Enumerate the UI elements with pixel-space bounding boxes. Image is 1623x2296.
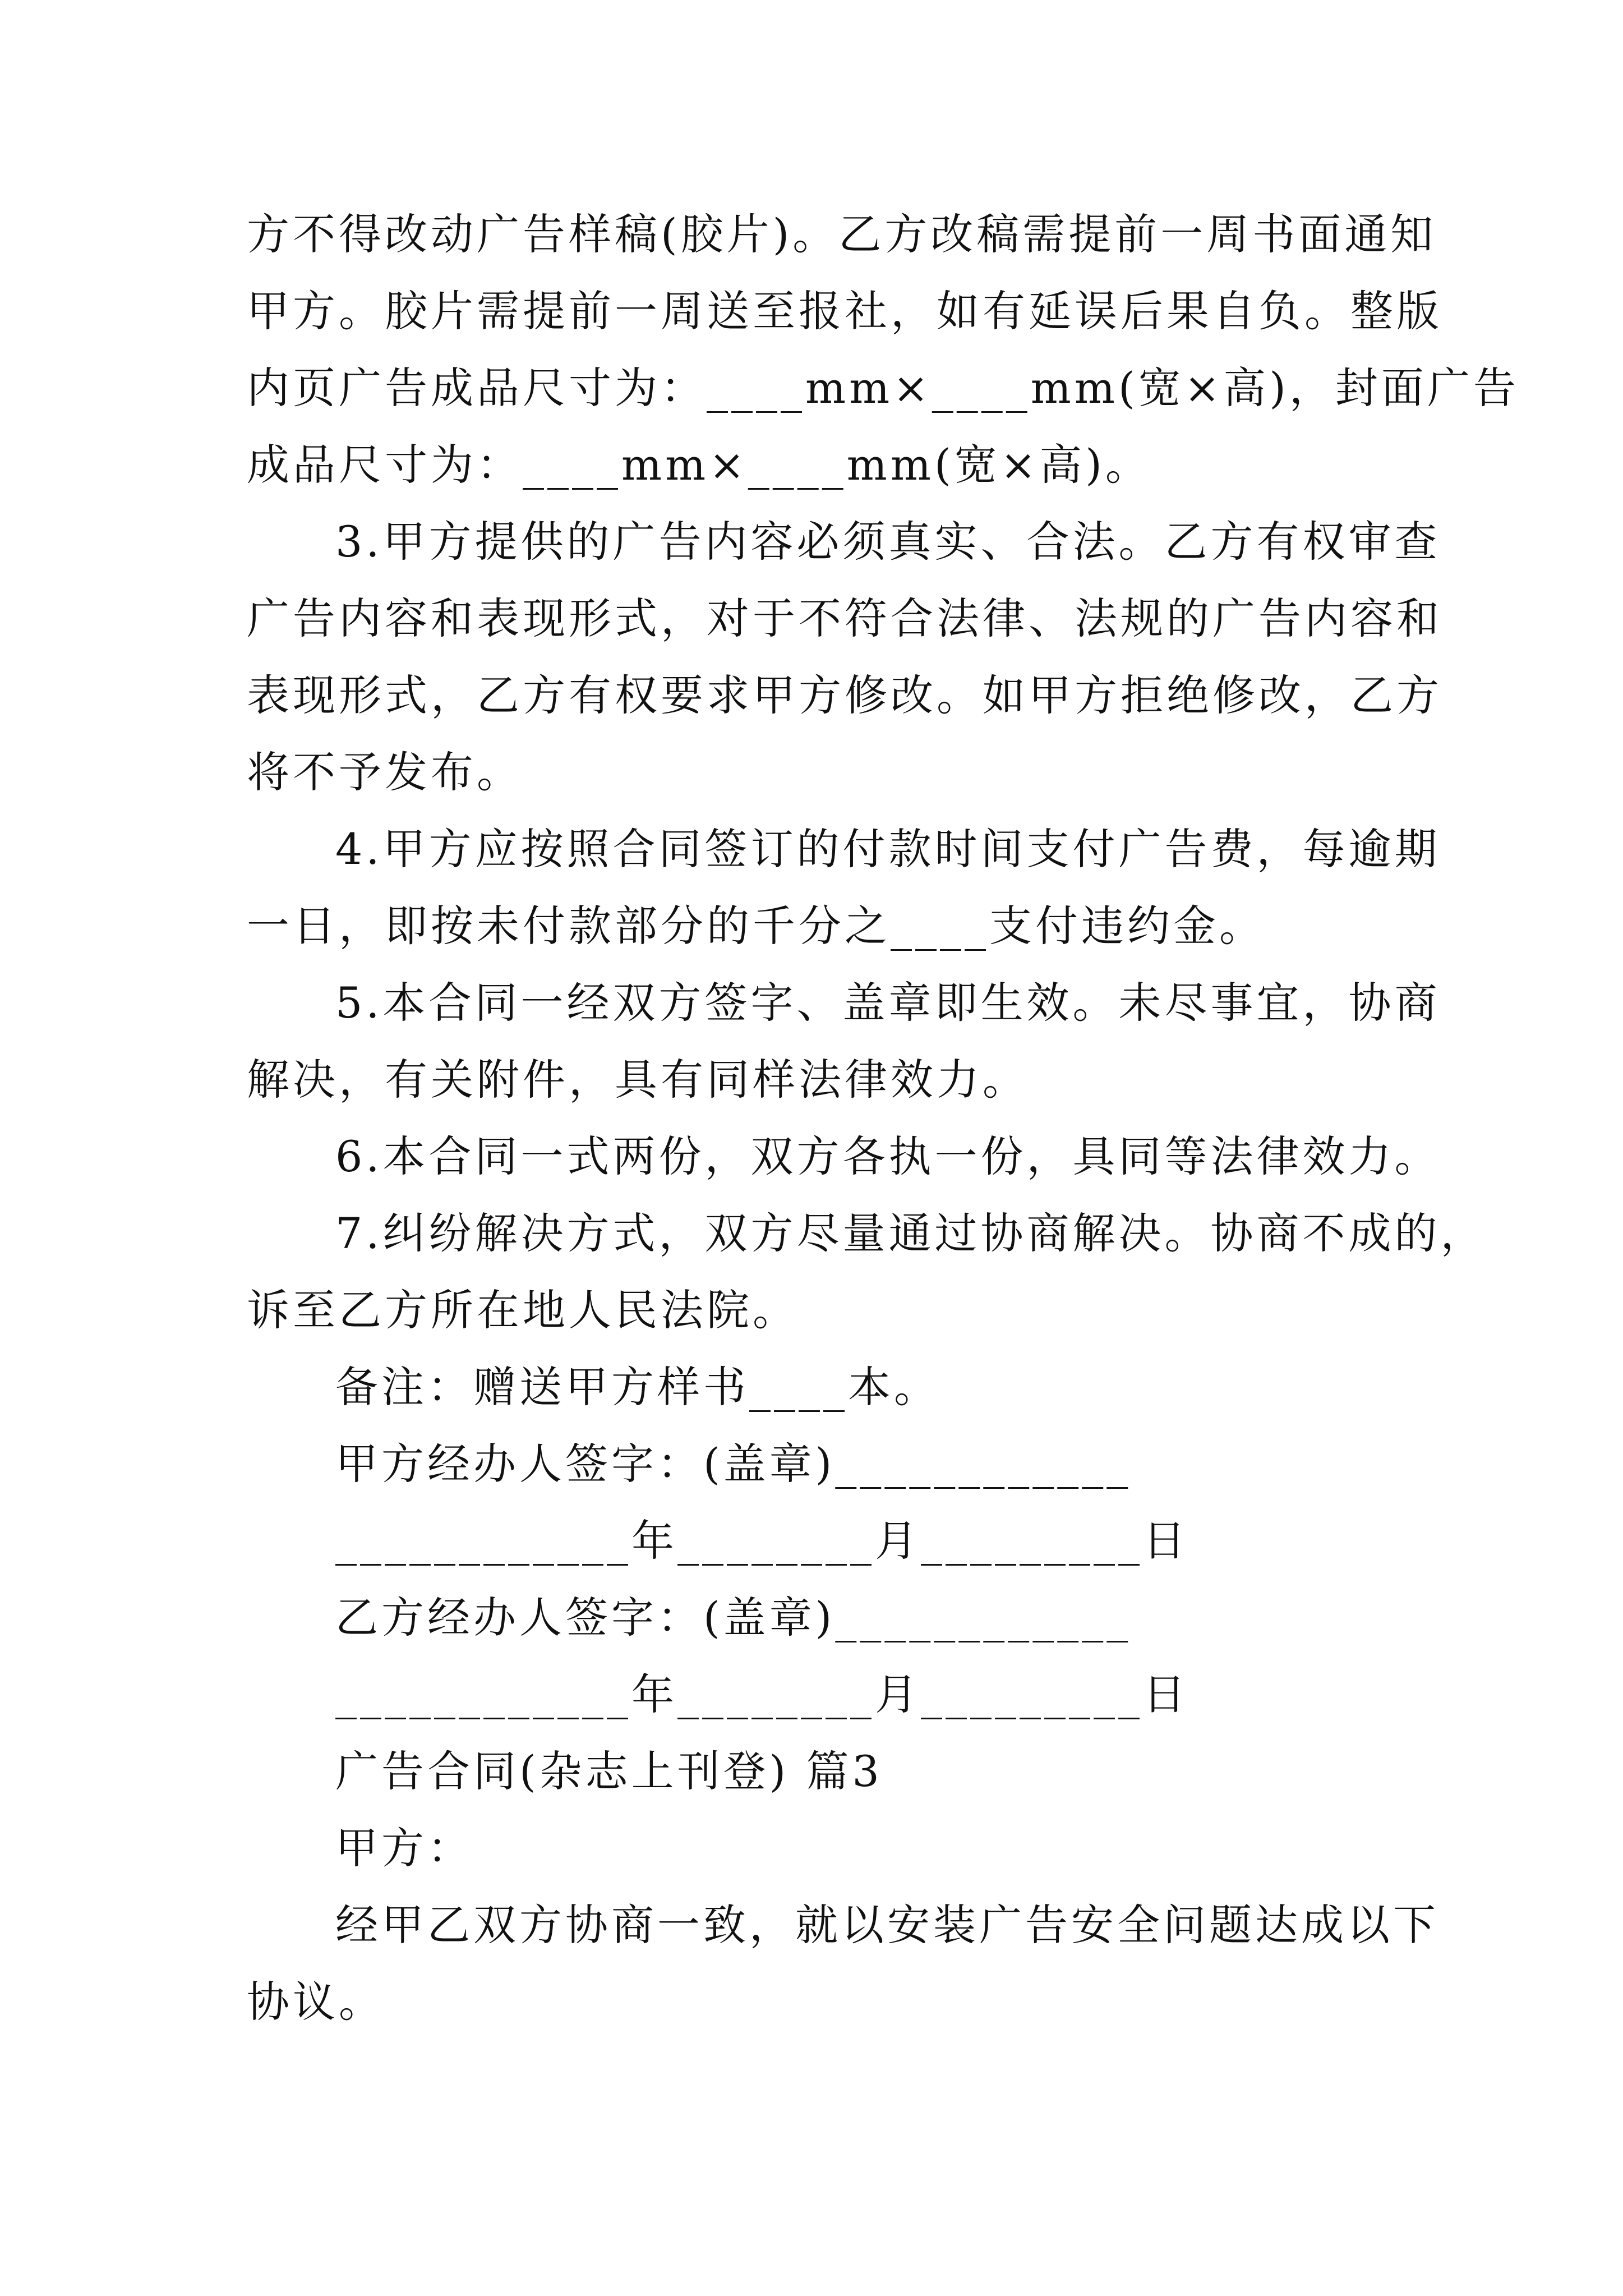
section-heading: 广告合同(杂志上刊登) 篇3: [335, 1746, 883, 1796]
party-a-label: 甲方：: [335, 1823, 473, 1873]
text-line: 成品尺寸为：____mm×____mm(宽×高)。: [247, 440, 1151, 490]
paragraph-start-line: 经甲乙双方协商一致，就以安装广告安全问题达成以下: [335, 1900, 1439, 1950]
paragraph-start-line: 6.本合同一式两份，双方各执一份，具同等法律效力。: [335, 1131, 1441, 1181]
remark-line: 备注：赠送甲方样书____本。: [335, 1362, 940, 1412]
text-line: 方不得改动广告样稿(胶片)。乙方改稿需提前一周书面通知: [247, 209, 1437, 259]
party-b-date-line: ____________年________月_________日: [335, 1669, 1189, 1719]
text-line: 甲方。胶片需提前一周送至报社，如有延误后果自负。整版: [247, 286, 1442, 336]
party-a-signature-line: 甲方经办人签字：(盖章)____________: [335, 1439, 1132, 1489]
text-line: 一日，即按未付款部分的千分之____支付违约金。: [247, 901, 1265, 951]
party-a-date-line: ____________年________月_________日: [335, 1516, 1189, 1566]
party-b-signature-line: 乙方经办人签字：(盖章)____________: [335, 1593, 1132, 1642]
paragraph-start-line: 3.甲方提供的广告内容必须真实、合法。乙方有权审查: [335, 517, 1441, 567]
text-line: 解决，有关附件，具有同样法律效力。: [247, 1055, 1029, 1105]
text-line: 表现形式，乙方有权要求甲方修改。如甲方拒绝修改，乙方: [247, 670, 1442, 720]
paragraph-start-line: 5.本合同一经双方签字、盖章即生效。未尽事宜，协商: [335, 978, 1441, 1028]
text-line: 内页广告成品尺寸为：____mm×____mm(宽×高)，封面广告: [247, 363, 1519, 413]
paragraph-start-line: 7.纠纷解决方式，双方尽量通过协商解决。协商不成的，: [335, 1208, 1487, 1258]
text-line: 广告内容和表现形式，对于不符合法律、法规的广告内容和: [247, 593, 1442, 643]
text-line: 将不予发布。: [247, 747, 523, 797]
text-line: 协议。: [247, 1977, 385, 2027]
text-line: 诉至乙方所在地人民法院。: [247, 1285, 799, 1335]
paragraph-start-line: 4.甲方应按照合同签订的付款时间支付广告费，每逾期: [335, 824, 1441, 874]
